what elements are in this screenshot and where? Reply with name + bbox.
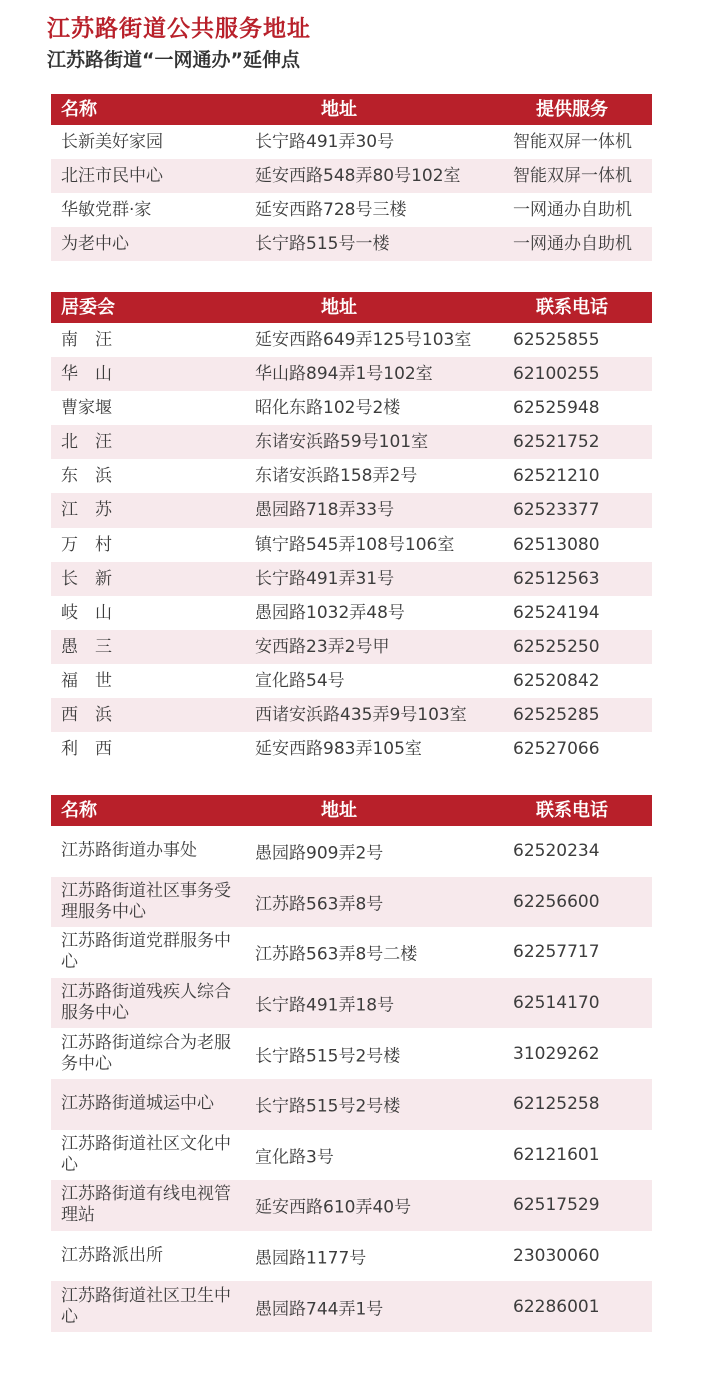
table-row [51,630,652,664]
table-row [51,528,652,562]
cell-address: 愚园路744弄1号 [255,1299,384,1320]
cell-committee: 东 浜 [61,466,112,487]
cell-name: 江苏路街道综合为老服务中心 [61,1032,231,1074]
table-row [51,826,652,877]
cell-address: 江苏路563弄8号二楼 [255,944,418,965]
cell-address: 宣化路3号 [255,1147,334,1168]
table-row [51,1079,652,1130]
header-name: 名称 [61,99,97,120]
cell-name: 江苏路派出所 [61,1245,163,1266]
header-address: 地址 [321,99,357,120]
cell-address: 江苏路563弄8号 [255,894,384,915]
cell-phone: 62125258 [513,1094,600,1115]
table-body [51,125,652,261]
header-committee: 居委会 [61,297,115,318]
table-row [51,425,652,459]
cell-phone: 23030060 [513,1246,600,1267]
cell-committee: 万 村 [61,534,112,555]
cell-service: 智能双屏一体机 [513,132,632,152]
table-row [51,698,652,732]
cell-address: 安西路23弄2号甲 [255,636,390,657]
cell-name: 江苏路街道社区文化中心 [61,1133,231,1175]
table-header [51,795,652,826]
table-row [51,1130,652,1181]
table-row [51,562,652,596]
cell-name: 江苏路街道社区卫生中心 [61,1285,231,1327]
cell-address: 长宁路491弄18号 [255,995,395,1016]
cell-phone: 62525250 [513,636,600,657]
cell-phone: 62286001 [513,1296,600,1317]
header-name: 名称 [61,800,97,821]
cell-address: 华山路894弄1号102室 [255,364,433,385]
cell-service: 智能双屏一体机 [513,166,632,186]
table-row [51,391,652,425]
cell-phone: 62121601 [513,1144,600,1165]
header-service: 提供服务 [536,99,608,120]
cell-address: 愚园路1032弄48号 [255,602,405,623]
table-row [51,664,652,698]
table-row [51,927,652,978]
cell-name: 江苏路街道办事处 [61,840,197,861]
cell-phone: 62512563 [513,568,600,589]
cell-address: 长宁路515号2号楼 [255,1096,401,1117]
cell-phone: 62525948 [513,398,600,419]
cell-address: 镇宁路545弄108号106室 [255,534,455,555]
cell-phone: 62257717 [513,942,600,963]
cell-phone: 62513080 [513,534,600,555]
cell-phone: 62514170 [513,993,600,1014]
cell-phone: 31029262 [513,1043,600,1064]
table-row [51,193,652,227]
cell-address: 愚园路909弄2号 [255,843,384,864]
table-row [51,732,652,766]
table-row [51,1180,652,1231]
cell-address: 东诸安浜路59号101室 [255,432,429,453]
cell-phone: 62525855 [513,330,600,350]
cell-committee: 华 山 [61,364,112,385]
cell-address: 宣化路54号 [255,670,345,691]
service-points-table [51,94,652,261]
cell-address: 昭化东路102号2楼 [255,398,401,419]
cell-phone: 62517529 [513,1195,600,1216]
residents-committee-table [51,292,652,766]
cell-address: 愚园路718弄33号 [255,500,395,521]
cell-service: 一网通办自助机 [513,200,632,220]
table-row [51,493,652,527]
cell-name: 北汪市民中心 [61,166,163,186]
header-address: 地址 [321,800,357,821]
cell-name: 江苏路街道有线电视管理站 [61,1184,231,1226]
cell-address: 东诸安浜路158弄2号 [255,466,418,487]
table-row [51,596,652,630]
cell-address: 西诸安浜路435弄9号103室 [255,705,467,726]
public-offices-table [51,795,652,1332]
cell-address: 延安西路610弄40号 [255,1197,412,1218]
cell-address: 长宁路515号2号楼 [255,1046,401,1067]
header-phone: 联系电话 [536,800,608,821]
table-row [51,125,652,159]
cell-committee: 福 世 [61,670,112,691]
table-body [51,323,652,766]
cell-address: 长宁路491弄31号 [255,568,395,589]
table-row [51,227,652,261]
cell-committee: 江 苏 [61,500,112,521]
cell-phone: 62520842 [513,670,600,691]
table-row [51,1231,652,1282]
cell-committee: 长 新 [61,568,112,589]
cell-committee: 南 汪 [61,330,112,350]
cell-phone: 62521210 [513,466,600,487]
table-header [51,94,652,125]
cell-committee: 利 西 [61,739,112,760]
cell-phone: 62100255 [513,364,600,385]
cell-committee: 西 浜 [61,705,112,726]
cell-address: 延安西路649弄125号103室 [255,330,472,350]
header-address: 地址 [321,297,357,318]
page-subtitle: 江苏路街道“一网通办”延伸点 [47,49,300,71]
cell-committee: 北 汪 [61,432,112,453]
table-row [51,1281,652,1332]
table-row [51,978,652,1029]
table-body [51,826,652,1332]
table-header [51,292,652,323]
cell-phone: 62256600 [513,891,600,912]
page-title: 江苏路街道公共服务地址 [47,16,311,42]
cell-committee: 岐 山 [61,602,112,623]
table-row [51,159,652,193]
cell-name: 江苏路街道党群服务中心 [61,931,231,973]
cell-name: 长新美好家园 [61,132,163,152]
cell-phone: 62525285 [513,705,600,726]
cell-phone: 62521752 [513,432,600,453]
cell-name: 江苏路街道城运中心 [61,1093,214,1114]
cell-address: 延安西路548弄80号102室 [255,166,461,186]
table-row [51,877,652,928]
cell-phone: 62527066 [513,739,600,760]
table-row [51,357,652,391]
cell-name: 华敏党群·家 [61,200,152,220]
cell-committee: 愚 三 [61,636,112,657]
table-row [51,459,652,493]
cell-phone: 62520234 [513,841,600,862]
cell-name: 江苏路街道社区事务受理服务中心 [61,880,231,922]
cell-address: 延安西路983弄105室 [255,739,422,760]
cell-service: 一网通办自助机 [513,234,632,254]
cell-phone: 62523377 [513,500,600,521]
cell-phone: 62524194 [513,602,600,623]
cell-name: 为老中心 [61,234,129,254]
header-phone: 联系电话 [536,297,608,318]
cell-name: 江苏路街道残疾人综合服务中心 [61,982,231,1024]
cell-address: 长宁路491弄30号 [255,132,395,152]
cell-address: 愚园路1177号 [255,1248,367,1269]
table-row [51,1028,652,1079]
cell-address: 延安西路728号三楼 [255,200,407,220]
cell-address: 长宁路515号一楼 [255,234,390,254]
cell-committee: 曹家堰 [61,398,112,419]
table-row [51,323,652,357]
